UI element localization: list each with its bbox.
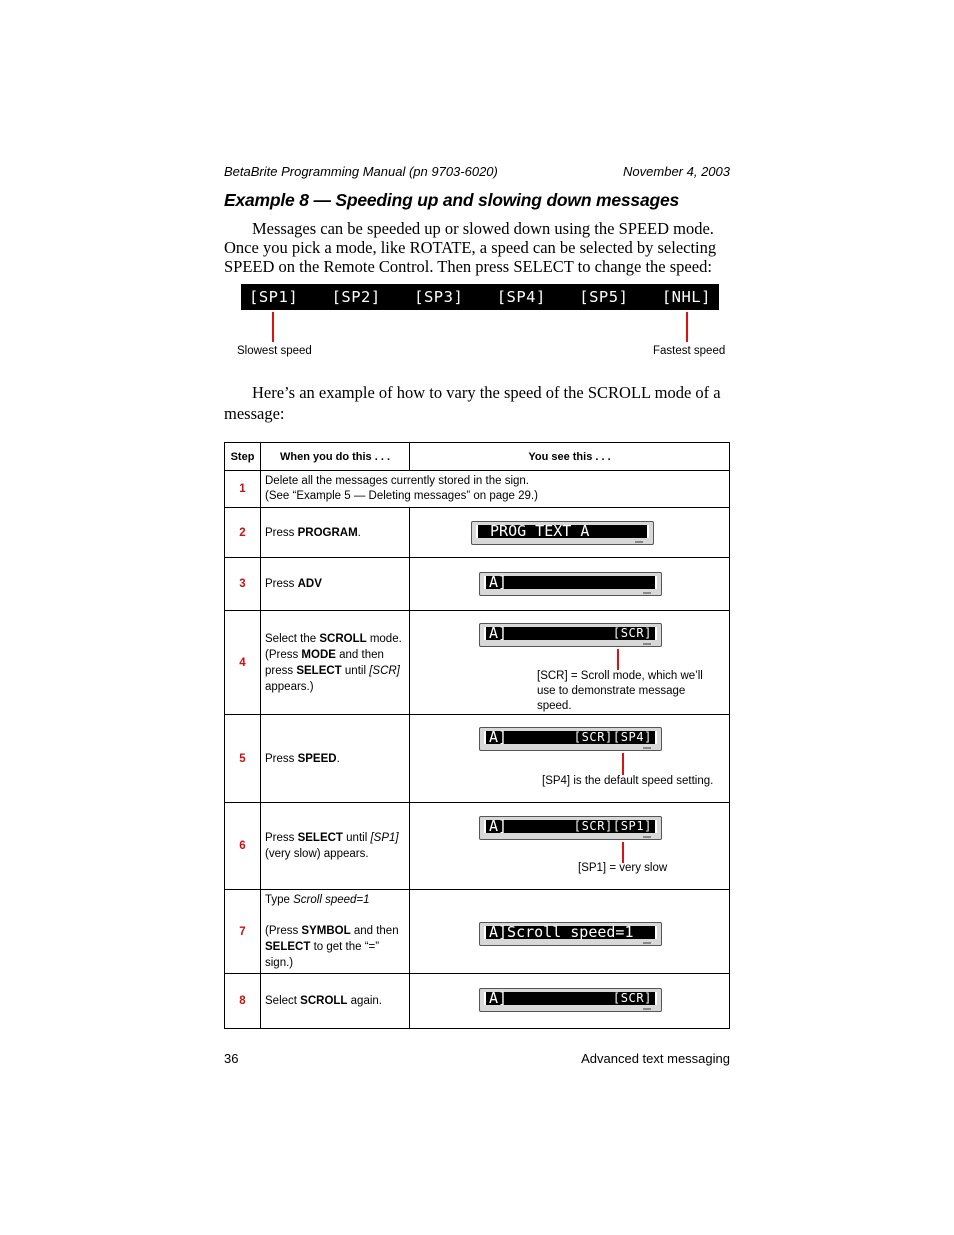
lcd-indicator	[643, 942, 651, 944]
step1-line2: (See “Example 5 — Deleting messages” on page 29.)	[265, 490, 538, 502]
table-row	[225, 803, 730, 890]
lcd-text: A]	[489, 573, 508, 591]
table-row	[225, 508, 730, 558]
header-step: Step	[225, 443, 261, 471]
section-title: Example 8 — Speeding up and slowing down messages	[224, 190, 680, 210]
header-action: When you do this . . .	[261, 443, 410, 471]
key-name: SELECT	[297, 832, 343, 844]
header-result: You see this . . .	[410, 443, 730, 471]
annotation-pointer-line	[617, 649, 619, 670]
slowest-pointer-line	[272, 312, 274, 342]
lcd-display	[471, 521, 654, 545]
annotation-note: [SP1] = very slow	[578, 862, 668, 874]
text: appears.)	[265, 680, 314, 693]
step-display	[410, 611, 730, 715]
lcd-indicator	[643, 643, 651, 645]
fastest-speed-label: Fastest speed	[653, 345, 726, 357]
text: and then press	[265, 648, 384, 677]
table-row	[225, 974, 730, 1029]
step-number: 1	[225, 471, 261, 508]
speed-nhl: [NHL]	[661, 288, 711, 306]
text: and then	[350, 925, 399, 937]
step-number: 5	[225, 715, 261, 803]
text: Press	[265, 526, 298, 539]
key-name: SELECT	[265, 941, 311, 953]
table-row	[225, 471, 730, 508]
steps-table	[224, 442, 730, 1029]
lcd-screen	[484, 573, 657, 591]
step-description	[261, 890, 410, 974]
lcd-indicator	[643, 836, 651, 838]
table-header-row	[225, 443, 730, 471]
speed-sp5: [SP5]	[579, 288, 629, 306]
lcd-display	[479, 727, 662, 751]
key-name: SPEED	[297, 752, 337, 765]
mode-code: [SP1]	[370, 832, 399, 844]
lcd-display	[479, 816, 662, 840]
step-display	[410, 558, 730, 611]
annotation-note: [SP4] is the default speed setting.	[542, 775, 714, 787]
step-number: 3	[225, 558, 261, 611]
lcd-text: A]Scroll speed=1	[489, 923, 634, 941]
table-row	[225, 715, 730, 803]
text: Select the	[265, 632, 320, 645]
text: mode. (Press	[265, 632, 402, 661]
step-description	[261, 611, 410, 715]
text: again.	[347, 995, 382, 1007]
step-description	[261, 715, 410, 803]
step-number: 8	[225, 974, 261, 1029]
lcd-mode-text: [SCR]	[612, 991, 652, 1005]
text: Press	[265, 752, 298, 765]
annotation-note: [SCR] = Scroll mode, which we’ll use to demonstrate message speed.	[537, 670, 703, 712]
footer-section: Advanced text messaging	[581, 1051, 730, 1066]
text: (very slow) appears.	[265, 848, 369, 860]
key-name: SYMBOL	[301, 925, 351, 937]
key-name: MODE	[301, 648, 336, 661]
lcd-screen	[476, 522, 649, 540]
intro-paragraph: Messages can be speeded up or slowed down using the SPEED mode. Once you pick a mode, like ROTATE, a speed can be selected by selecting SPEED on the Remote Control. Then press SELECT to change the speed:	[224, 219, 717, 276]
slowest-speed-label: Slowest speed	[237, 345, 312, 357]
speed-sp1: [SP1]	[249, 288, 299, 306]
text: .	[336, 752, 340, 765]
lcd-mode-text: [SCR][SP1]	[573, 819, 652, 833]
step7-line1	[265, 892, 409, 908]
lcd-indicator	[643, 592, 651, 594]
lcd-indicator	[643, 1008, 651, 1010]
lcd-text: A]	[489, 728, 508, 746]
step-number: 7	[225, 890, 261, 974]
step-description	[261, 471, 730, 508]
lcd-text: A]	[489, 624, 508, 642]
step-display	[410, 508, 730, 558]
step-description	[261, 508, 410, 558]
key-name: SELECT	[296, 664, 342, 677]
fastest-pointer-line	[686, 312, 688, 342]
step-display	[410, 974, 730, 1029]
lcd-screen	[484, 989, 657, 1007]
step-display	[410, 890, 730, 974]
key-name: SCROLL	[319, 632, 367, 645]
step-number: 6	[225, 803, 261, 890]
lcd-mode-text: [SCR]	[612, 626, 652, 640]
lcd-display	[479, 922, 662, 946]
text: until	[341, 664, 370, 677]
key-name: ADV	[297, 578, 322, 590]
text: .	[357, 526, 361, 539]
running-header-date: November 4, 2003	[623, 164, 730, 179]
running-header-title: BetaBrite Programming Manual (pn 9703-6020)	[224, 164, 498, 179]
page-number: 36	[224, 1051, 239, 1066]
lcd-screen	[484, 817, 657, 835]
step-number: 2	[225, 508, 261, 558]
mode-code: [SCR]	[369, 664, 400, 677]
lcd-text: PROG TEXT A	[481, 522, 590, 540]
text: Select	[265, 995, 301, 1007]
key-name: PROGRAM	[297, 526, 358, 539]
speed-sp3: [SP3]	[414, 288, 464, 306]
speed-bar	[241, 284, 719, 310]
table-row	[225, 558, 730, 611]
step-description	[261, 803, 410, 890]
lcd-screen	[484, 728, 657, 746]
step-number: 4	[225, 611, 261, 715]
step1-line1: Delete all the messages currently stored in the sign.	[265, 475, 529, 487]
typed-text: Scroll speed=1	[293, 894, 370, 906]
lcd-screen	[484, 624, 657, 642]
lcd-screen	[484, 923, 657, 941]
text: Press	[265, 578, 298, 590]
annotation-pointer-line	[622, 753, 624, 775]
lcd-display	[479, 988, 662, 1012]
step-description	[261, 974, 410, 1029]
text: (Press	[265, 925, 302, 937]
example-paragraph: Here’s an example of how to vary the speed of the SCROLL mode of a message:	[224, 383, 721, 423]
speed-sp2: [SP2]	[331, 288, 381, 306]
text: Type	[265, 894, 294, 906]
step-display	[410, 803, 730, 890]
table-row	[225, 611, 730, 715]
lcd-text: A]	[489, 817, 508, 835]
step-description	[261, 558, 410, 611]
step7-line2	[265, 923, 409, 971]
text: Press	[265, 832, 298, 844]
lcd-text: A]	[489, 989, 508, 1007]
lcd-indicator	[635, 541, 643, 543]
lcd-display	[479, 623, 662, 647]
text: to get the “=” sign.)	[265, 941, 380, 969]
table-row	[225, 890, 730, 974]
lcd-display	[479, 572, 662, 596]
text: until	[342, 832, 371, 844]
lcd-mode-text: [SCR][SP4]	[573, 730, 652, 744]
speed-sp4: [SP4]	[496, 288, 546, 306]
lcd-indicator	[643, 747, 651, 749]
key-name: SCROLL	[300, 995, 348, 1007]
step-display	[410, 715, 730, 803]
annotation-pointer-line	[622, 842, 624, 863]
